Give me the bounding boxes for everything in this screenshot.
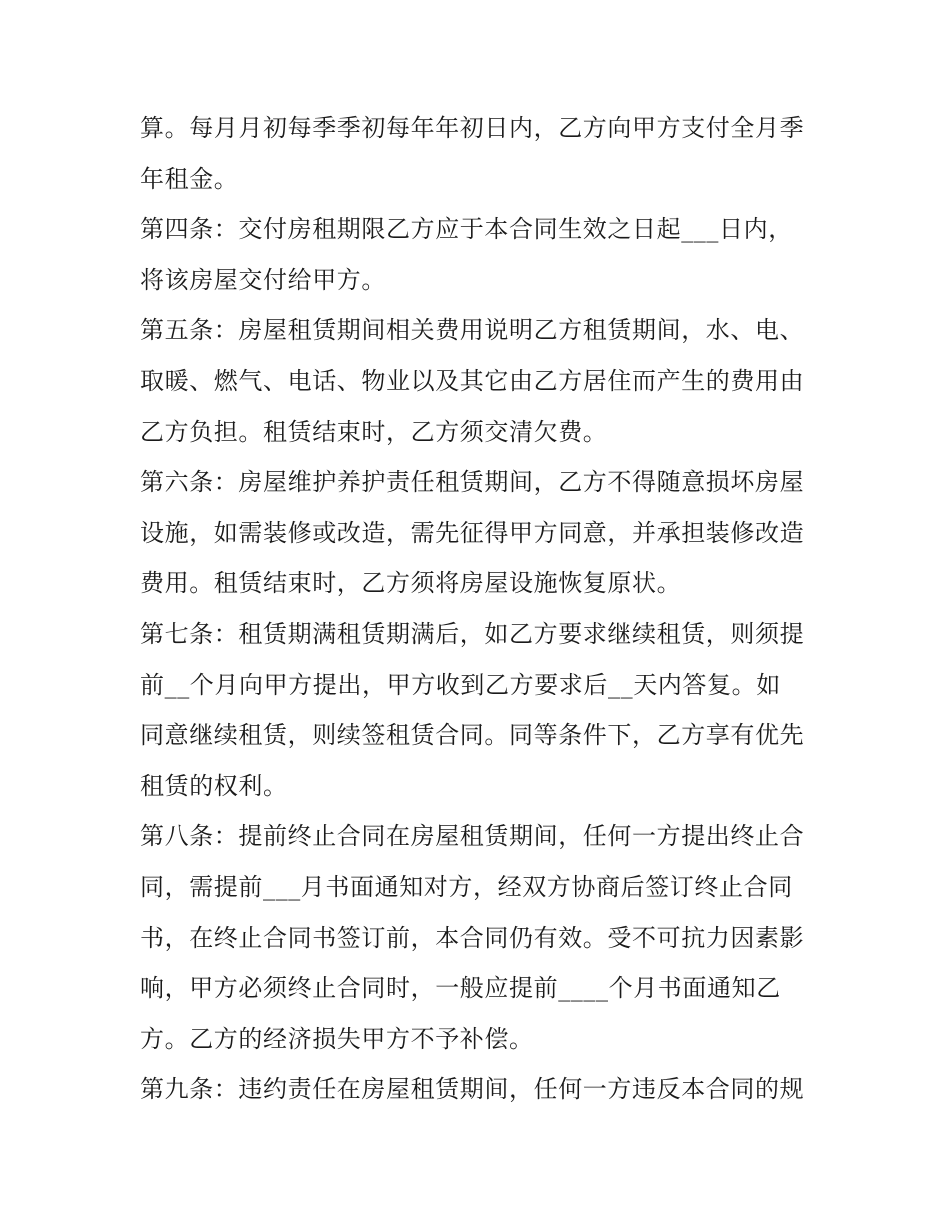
text-line: 响，甲方必须终止合同时，一般应提前____个月书面通知乙 xyxy=(140,974,781,1003)
text-line: 同，需提前___月书面通知对方，经双方协商后签订终止合同 xyxy=(140,872,793,901)
article-5-heading-line: 第五条：房屋租赁期间相关费用说明乙方租赁期间，水、电、 xyxy=(140,316,805,345)
text-line: 同意继续租赁，则续签租赁合同。同等条件下，乙方享有优先 xyxy=(140,721,805,750)
text-line: 取暖、燃气、电话、物业以及其它由乙方居住而产生的费用由 xyxy=(140,366,805,395)
text-line: 乙方负担。租赁结束时，乙方须交清欠费。 xyxy=(140,417,608,446)
document-body xyxy=(140,103,830,1115)
text-line: 书，在终止合同书签订前，本合同仍有效。受不可抗力因素影 xyxy=(140,923,805,952)
text-line: 将该房屋交付给甲方。 xyxy=(140,265,386,294)
article-7-heading-line: 第七条：租赁期满租赁期满后，如乙方要求继续租赁，则须提 xyxy=(140,619,805,648)
text-line: 年租金。 xyxy=(140,164,239,193)
text-line: 方。乙方的经济损失甲方不予补偿。 xyxy=(140,1024,534,1053)
article-9-heading-line: 第九条：违约责任在房屋租赁期间，任何一方违反本合同的规 xyxy=(140,1075,805,1104)
article-8-heading-line: 第八条：提前终止合同在房屋租赁期间，任何一方提出终止合 xyxy=(140,822,805,851)
text-line: 费用。租赁结束时，乙方须将房屋设施恢复原状。 xyxy=(140,569,682,598)
text-line: 设施，如需装修或改造，需先征得甲方同意，并承担装修改造 xyxy=(140,518,805,547)
article-4-heading-line: 第四条：交付房租期限乙方应于本合同生效之日起___日内， xyxy=(140,215,793,244)
article-6-heading-line: 第六条：房屋维护养护责任租赁期间，乙方不得随意损坏房屋 xyxy=(140,468,805,497)
text-line: 租赁的权利。 xyxy=(140,771,288,800)
text-line: 算。每月月初每季季初每年年初日内，乙方向甲方支付全月季 xyxy=(140,114,805,142)
text-line: 前__个月向甲方提出，甲方收到乙方要求后__天内答复。如 xyxy=(140,670,781,699)
